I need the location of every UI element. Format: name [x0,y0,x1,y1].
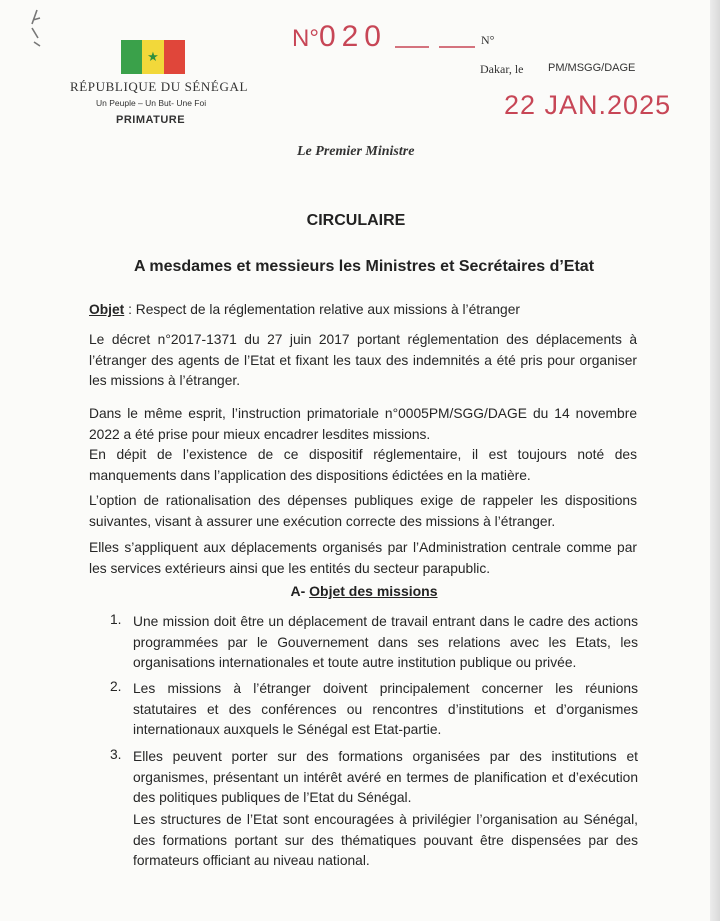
senegal-flag [121,40,185,74]
place-label: Dakar, le [480,62,524,76]
stamp-underline [395,44,475,50]
item-3-followup: Les structures de l’Etat sont encouragées à privilégier l’organisation au Sénégal, des formations portant sur des thématiques pouvant être dispensées par des formateurs officiant au niveau national. [133,812,638,868]
section-heading [0,583,720,599]
addressee-line: A mesdames et messieurs les Ministres et Secrétaires d’Etat [133,258,595,275]
paragraph-3: En dépit de l’existence de ce dispositif réglementaire, il est toujours noté des manquements dans l’application des dispositions édictées en la matière. [89,447,637,483]
paragraph-5: Elles s’appliquent aux déplacements organisés par l’Administration centrale comme par les services extérieurs ainsi que les entités du secteur parapublic. [89,540,637,576]
signatory-title: Le Premier Ministre [297,144,415,159]
stamp-value: 020 [318,20,387,53]
list-item: Les missions à l’étranger doivent principalement concerner les réunions statutaires et des conférences ou rencontres d’institutions et d’organismes internationaux auxquels le Sénégal est Etat-partie. [133,681,638,737]
pen-mark-icon [28,8,44,48]
list-item-number: 2. [110,679,122,694]
office-name: PRIMATURE [116,114,186,126]
paragraph-1: Le décret n°2017-1371 du 27 juin 2017 portant réglementation des déplacements à l’étranger des agents de l’Etat et fixant les taux des indemnités a été pris pour organiser les missions à l’étranger. [89,332,637,388]
section-title: Objet des missions [309,583,438,599]
section-prefix: A- [290,583,310,599]
paragraph-4: L’option de rationalisation des dépenses publiques exige de rappeler les dispositions suivantes, visant à assurer une exécution correcte des missions à l’étranger. [89,493,637,529]
page-edge [710,0,720,921]
country-name: RÉPUBLIQUE DU SÉNÉGAL [70,79,248,94]
objet-label: Objet [89,302,125,317]
star-icon: ★ [147,49,159,65]
date-stamp: 22 JAN.2025 [504,90,672,120]
paragraph-2: Dans le même esprit, l’instruction primatoriale n°0005PM/SGG/DAGE du 14 novembre 2022 a été prise pour mieux encadrer lesdites missions. [89,406,637,442]
list-item: Une mission doit être un déplacement de travail entrant dans le cadre des actions programmées par le Gouvernement dans ses relations avec les Etats, les organisations internationales et toute autre institution publique ou privée. [133,614,638,670]
stamp-number [292,20,387,54]
national-motto: Un Peuple – Un But- Une Foi [96,98,207,108]
reference-code: PM/MSGG/DAGE [548,62,636,74]
stamp-prefix: N° [292,25,319,52]
document-title: CIRCULAIRE [306,212,406,229]
number-label: N° [481,33,495,47]
objet-line [89,300,637,321]
list-item-number: 1. [110,612,122,627]
objet-text: : Respect de la réglementation relative aux missions à l’étranger [124,302,520,317]
list-item-number: 3. [110,747,122,762]
list-item: Elles peuvent porter sur des formations organisées par des institutions et organismes, présentant un intérêt avéré en termes de planification et d’exécution des politiques publiques de l’Etat du Sénégal. [133,749,638,805]
